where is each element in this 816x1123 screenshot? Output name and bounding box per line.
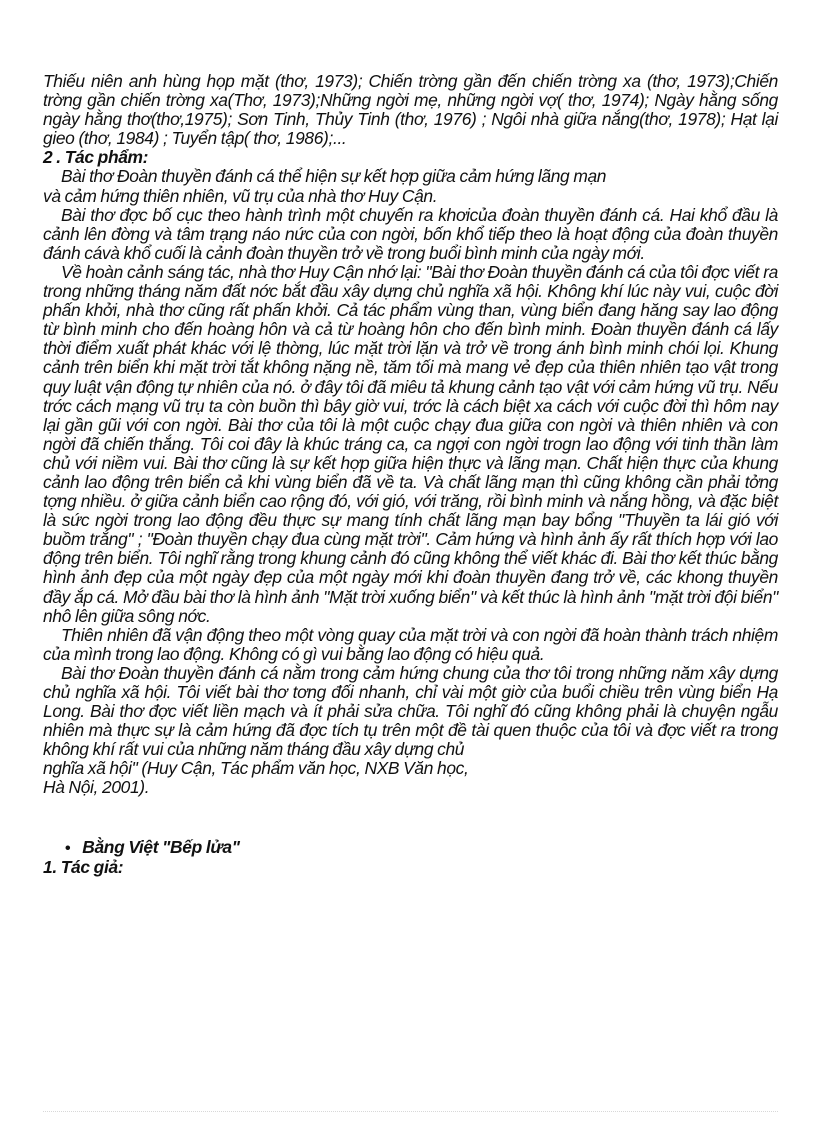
works-list-paragraph: Thiếu niên anh hùng họp mặt (thơ, 1973); Chiến trờng gần đến chiến trờng xa (thơ, 1973);Chiến trờng gần chiến trờng xa(Thơ, 1973);Những ngời mẹ, những ngời vợ( thơ, 1974); Ngày hằng sống ngày hằng thơ(thơ,1975); Sơn Tinh, Thủy Tinh (thơ, 1976) ; Ngôi nhà giữa nắng(thơ, 1978); Hạt lại gieo (thơ, 1984) ; Tuyển tập( thơ, 1986);...	[43, 71, 778, 149]
bullet-heading: Bằng Việt "Bếp lửa"	[82, 836, 240, 857]
citation-line-1: nghĩa xã hội" (Huy Cận, Tác phẩm văn học, NXB Văn học,	[43, 758, 469, 779]
citation-line-2: Hà Nội, 2001).	[43, 777, 150, 798]
section-2-heading: 2 . Tác phẩm:	[43, 147, 149, 168]
structure-paragraph: Bài thơ đợc bố cục theo hành trình một chuyến ra khơicủa đoàn thuyền đánh cá. Hai khổ đầu là cảnh lên đờng và tâm trạng náo nức của con ngời, bốn khổ tiếp theo là hoạt động của đoàn thuyền đánh cávà khổ cuối là cảnh đoàn thuyền trở về trong buổi bình minh của ngày mới.	[43, 204, 778, 263]
nature-paragraph: Thiên nhiên đã vận động theo một vòng quay của mặt trời và con ngời đã hoàn thành trách nhiệm của mình trong lao động. Không có gì vui bằng lao động có hiệu quả.	[43, 624, 778, 664]
section-1-heading: 1. Tác giả:	[43, 856, 124, 877]
poem-intro-line-2: và cảm hứng thiên nhiên, vũ trụ của nhà thơ Huy Cận.	[43, 185, 438, 206]
bullet-icon: •	[65, 839, 71, 857]
inspiration-paragraph: Bài thơ Đoàn thuyền đánh cá nằm trong cảm hứng chung của thơ tôi trong những năm xây dựng chủ nghĩa xã hội. Tôi viết bài thơ tơng đối nhanh, chỉ vài một giờ của buổi chiều trên vùng biển Hạ Long. Bài thơ đợc viết liền mạch và ít phải sửa chữa. Tôi nghĩ đó cũng không phải là chuyện ngẫu nhiên mà thực sự là cảm hứng đã đợc tích tụ trên một đề tài quen thuộc của tôi và đợc viết ra trong không khí rất vui của những năm tháng đầu xây dựng chủ	[43, 662, 778, 760]
poem-intro-line-1: Bài thơ Đoàn thuyền đánh cá thể hiện sự kết hợp giữa cảm hứng lãng mạn	[61, 166, 607, 187]
context-quote-paragraph: Về hoàn cảnh sáng tác, nhà thơ Huy Cận nhớ lại: "Bài thơ Đoàn thuyền đánh cá của tôi đợc viết ra trong những tháng năm đất nớc bắt đầu xây dựng chủ nghĩa xã hội. Không khí lúc này vui, cuộc đời phấn khởi, nhà thơ cũng rất phấn khởi. Cả tác phẩm vùng than, vùng biển đang hăng say lao động từ bình minh cho đến hoàng hôn và cả từ hoàng hôn cho đến bình minh. Đoàn thuyền đánh cá lấy thời điểm xuất phát khác với lệ thờng, lúc mặt trời lặn và trở về trong ánh bình minh chói lọi. Khung cảnh trên biển khi mặt trời tắt không nặng nề, tăm tối mà mang vẻ đẹp của thiên nhiên tạo vật trong quy luật vận động tự nhiên của nó. ở đây tôi đã miêu tả khung cảnh tạo vật với cảm hứng vũ trụ. Nếu trớc cách mạng vũ trụ ta còn buồn thì bây giờ vui, trớc là cách biệt xa cách với cuộc đời thì hôm nay lại gần gũi với con ngời. Bài thơ của tôi là một cuộc chạy đua giữa con ngời và thiên nhiên và con ngời đã chiến thắng. Tôi coi đây là khúc tráng ca, ca ngợi con ngời trogn lao động với tinh thần làm chủ với niềm vui. Bài thơ cũng là sự kết hợp giữa hiện thực và lãng mạn. Chất hiện thực của khung cảnh lao động trên biển cả khi vùng biển đã về ta. Và chất lãng mạn thì cũng không cần phải tởng tợng nhiều. ở giữa cảnh biển cao rộng đó, với gió, với trăng, rồi bình minh và nắng hồng, và đặc biệt là sức ngời trong lao động đều thực sự mang tính chất lãng mạn bay bổng "Thuyền ta lái gió với buồm trắng" ; "Đoàn thuyền chạy đua cùng mặt trời". Cảm hứng và hình ảnh ấy rất thích hợp với lao động trên biển. Tôi nghĩ rằng trong khung cảnh đó cũng không thể viết khác đi. Bài thơ kết thúc bằng hình ảnh đẹp của một ngày đẹp của một ngày mới khi đoàn thuyền đang trở về, các khong thuyền đầy ắp cá. Mở đầu bài thơ là hình ảnh "Mặt trời xuống biển" và kết thúc là hình ảnh "mặt trời đội biển" nhô lên giữa sông nớc.	[43, 261, 778, 626]
bullet-heading-row	[43, 838, 778, 858]
page-bottom-divider	[43, 1111, 778, 1112]
